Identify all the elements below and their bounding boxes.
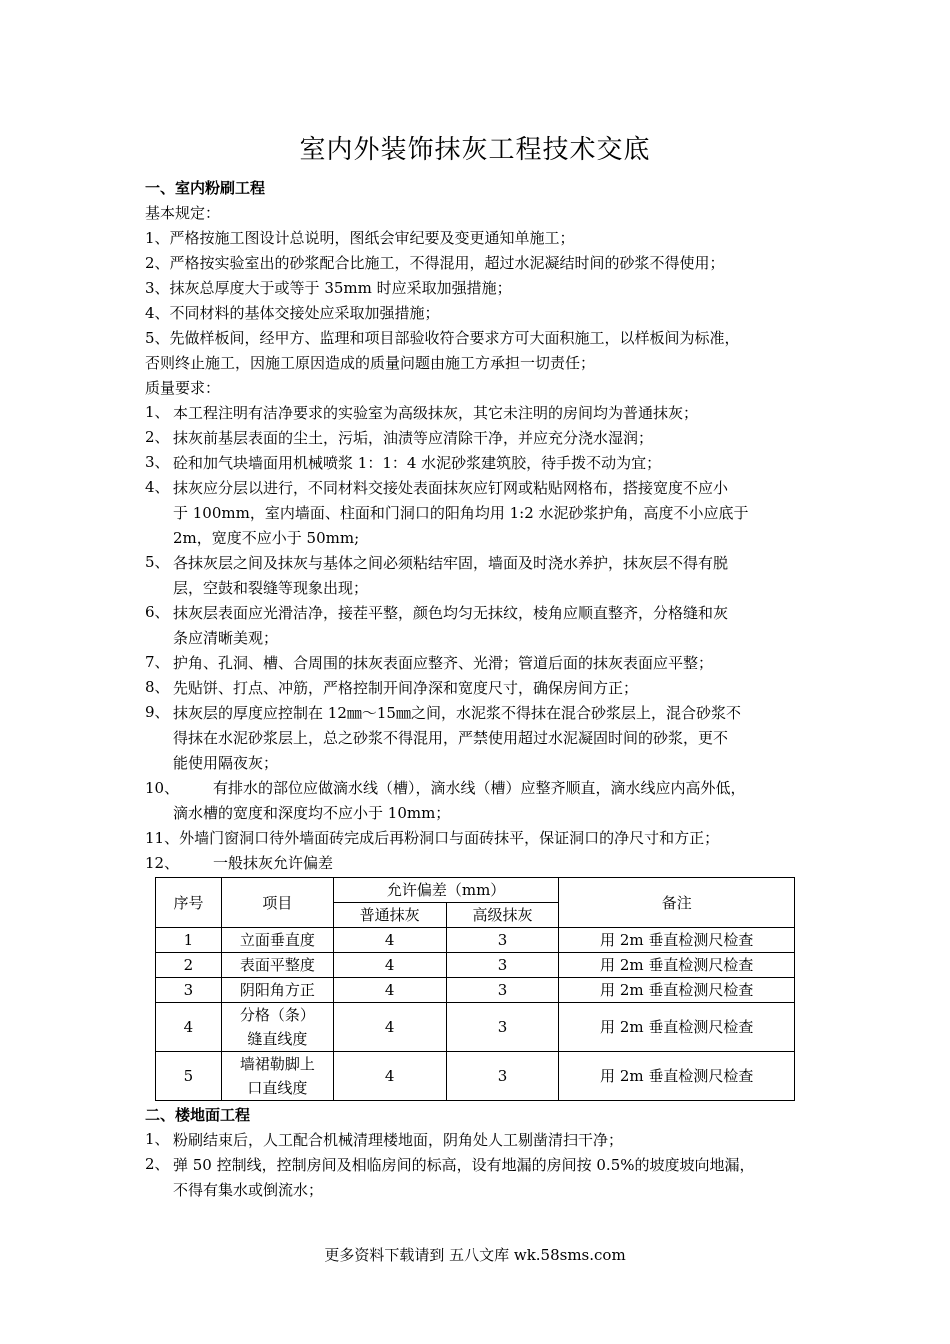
section-heading-floor-works: 二、楼地面工程 [145, 1106, 251, 1124]
item-text: 砼和加气块墙面用机械喷浆 1：1：4 水泥砂浆建筑胶，待手拨不动为宜； [173, 454, 662, 472]
cell-remark: 用 2m 垂直检测尺检查 [559, 978, 795, 1003]
item-text: 抹灰应分层以进行，不同材料交接处表面抹灰应钉网或粘贴网格布，搭接宽度不应小 [173, 479, 729, 497]
item-number: 1、 [145, 229, 170, 247]
cell-item-line: 墙裙勒脚上 [239, 1055, 315, 1073]
list-item [145, 1128, 815, 1153]
item-text: 得抹在水泥砂浆层上，总之砂浆不得混用，严禁使用超过水泥凝固时间的砂浆，更不 [173, 729, 729, 747]
cell-no: 5 [156, 1052, 222, 1101]
list-item [145, 601, 815, 651]
item-text: 先做样板间，经甲方、监理和项目部验收符合要求方可大面积施工，以样板间为标准， [169, 329, 740, 347]
cell-item-line: 缝直线度 [247, 1030, 308, 1048]
cell-normal: 4 [333, 1003, 446, 1052]
item-number: 2、 [145, 254, 170, 272]
cell-no: 1 [156, 928, 222, 953]
item-text: 不得有集水或倒流水； [173, 1181, 324, 1199]
cell-no: 3 [156, 978, 222, 1003]
list-item [145, 826, 815, 851]
item-number: 9、 [145, 703, 170, 721]
list-item [145, 551, 815, 601]
item-text: 有排水的部位应做滴水线（槽），滴水线（槽）应整齐顺直，滴水线应内高外低， [213, 779, 746, 797]
table-row [156, 1052, 795, 1101]
header-normal: 普通抹灰 [333, 903, 446, 928]
cell-item: 立面垂直度 [221, 928, 333, 953]
basic-rules-label: 基本规定： [145, 204, 221, 222]
section-heading-interior-plastering: 一、室内粉刷工程 [145, 179, 266, 197]
item-text: 否则终止施工，因施工原因造成的质量问题由施工方承担一切责任； [145, 354, 596, 372]
item-number: 4、 [145, 478, 170, 496]
item-number: 3、 [145, 453, 170, 471]
cell-advanced: 3 [446, 1052, 559, 1101]
table-row [156, 928, 795, 953]
list-item [145, 701, 815, 776]
item-text: 本工程注明有洁净要求的实验室为高级抹灰，其它未注明的房间均为普通抹灰； [173, 404, 699, 422]
header-no: 序号 [156, 878, 222, 928]
list-item [145, 676, 815, 701]
footer-download-link[interactable]: 更多资料下载请到 五八文库 wk.58sms.com [324, 1246, 626, 1264]
floor-works-list [145, 1128, 815, 1203]
list-item [145, 451, 815, 476]
item-number: 6、 [145, 603, 170, 621]
item-number: 1、 [145, 403, 170, 421]
item-text: 一般抹灰允许偏差 [213, 854, 334, 872]
item-number: 8、 [145, 678, 170, 696]
cell-item [221, 1052, 333, 1101]
cell-normal: 4 [333, 953, 446, 978]
item-text: 先贴饼、打点、冲筋，严格控制开间净深和宽度尺寸，确保房间方正； [173, 679, 639, 697]
item-number: 4、 [145, 304, 170, 322]
item-number: 5、 [145, 553, 170, 571]
item-text: 抹灰层表面应光滑洁净，接茬平整，颜色均匀无抹纹，棱角应顺直整齐，分格缝和灰 [173, 604, 729, 622]
cell-advanced: 3 [446, 978, 559, 1003]
list-item [145, 276, 815, 301]
item-number: 2、 [145, 428, 170, 446]
header-advanced: 高级抹灰 [446, 903, 559, 928]
header-tolerance: 允许偏差（mm） [333, 878, 559, 903]
list-item [145, 476, 815, 551]
list-item [145, 251, 815, 276]
cell-normal: 4 [333, 1052, 446, 1101]
cell-advanced: 3 [446, 1003, 559, 1052]
item-text: 不同材料的基体交接处应采取加强措施； [169, 304, 440, 322]
item-text: 2m，宽度不应小于 50mm; [173, 529, 360, 547]
item-number: 10、 [145, 779, 180, 797]
item-text: 各抹灰层之间及抹灰与基体之间必须粘结牢固，墙面及时浇水养护，抹灰层不得有脱 [173, 554, 729, 572]
item-number: 12、 [145, 854, 180, 872]
cell-item: 表面平整度 [221, 953, 333, 978]
table-header-row [156, 878, 795, 903]
cell-item: 阴阳角方正 [221, 978, 333, 1003]
tolerance-table [155, 877, 795, 1101]
item-text: 外墙门窗洞口待外墙面砖完成后再粉洞口与面砖抹平，保证洞口的净尺寸和方正； [179, 829, 720, 847]
header-remark: 备注 [559, 878, 795, 928]
list-item [145, 301, 815, 326]
cell-item [221, 1003, 333, 1052]
cell-advanced: 3 [446, 928, 559, 953]
cell-no: 4 [156, 1003, 222, 1052]
item-text: 严格按实验室出的砂浆配合比施工，不得混用，超过水泥凝结时间的砂浆不得使用； [169, 254, 725, 272]
item-text: 条应清晰美观； [173, 629, 279, 647]
item-text-continuation: 滴水槽的宽度和深度均不应小于 10mm； [173, 804, 451, 822]
quality-requirements-label: 质量要求： [145, 379, 221, 397]
table-row [156, 953, 795, 978]
item-text: 抹灰总厚度大于或等于 35mm 时应采取加强措施； [169, 279, 512, 297]
document-title: 室内外装饰抹灰工程技术交底 [299, 135, 651, 165]
cell-item-line: 口直线度 [247, 1079, 308, 1097]
cell-remark: 用 2m 垂直检测尺检查 [559, 928, 795, 953]
list-item [145, 401, 815, 426]
cell-normal: 4 [333, 978, 446, 1003]
item-text: 粉刷结束后，人工配合机械清理楼地面，阴角处人工剔凿清扫干净； [173, 1131, 624, 1149]
quality-requirements-list [145, 401, 815, 876]
list-item [145, 426, 815, 451]
list-item [145, 651, 815, 676]
item-number: 11、 [145, 829, 180, 847]
item-text: 严格按施工图设计总说明，图纸会审纪要及变更通知单施工； [169, 229, 575, 247]
cell-advanced: 3 [446, 953, 559, 978]
table-row [156, 978, 795, 1003]
basic-rules-list [145, 226, 815, 376]
list-item-continuation [145, 351, 815, 376]
item-text: 于 100mm，室内墙面、柱面和门洞口的阳角均用 1:2 水泥砂浆护角，高度不小应底于 [173, 504, 749, 522]
item-text: 能使用隔夜灰； [173, 754, 279, 772]
list-item [145, 851, 815, 876]
cell-remark: 用 2m 垂直检测尺检查 [559, 1052, 795, 1101]
cell-no: 2 [156, 953, 222, 978]
item-number: 5、 [145, 329, 170, 347]
item-text: 抹灰层的厚度应控制在 12㎜～15㎜之间，水泥浆不得抹在混合砂浆层上，混合砂浆不 [173, 704, 741, 722]
list-item [145, 776, 815, 826]
cell-remark: 用 2m 垂直检测尺检查 [559, 953, 795, 978]
list-item [145, 226, 815, 251]
item-text: 抹灰前基层表面的尘土，污垢，油渍等应清除干净，并应充分浇水湿润； [173, 429, 654, 447]
list-item [145, 1153, 815, 1203]
item-text: 层，空鼓和裂缝等现象出现； [173, 579, 369, 597]
item-number: 1、 [145, 1130, 170, 1148]
item-number: 3、 [145, 279, 170, 297]
document-body [145, 176, 815, 1203]
item-number: 7、 [145, 653, 170, 671]
cell-item-line: 分格（条） [239, 1006, 315, 1024]
header-item: 项目 [221, 878, 333, 928]
table-row [156, 1003, 795, 1052]
item-text: 护角、孔洞、槽、合周围的抹灰表面应整齐、光滑；管道后面的抹灰表面应平整； [173, 654, 714, 672]
item-text: 弹 50 控制线，控制房间及相临房间的标高，设有地漏的房间按 0.5%的坡度坡向地漏， [173, 1156, 755, 1174]
list-item [145, 326, 815, 351]
item-number: 2、 [145, 1155, 170, 1173]
cell-remark: 用 2m 垂直检测尺检查 [559, 1003, 795, 1052]
cell-normal: 4 [333, 928, 446, 953]
